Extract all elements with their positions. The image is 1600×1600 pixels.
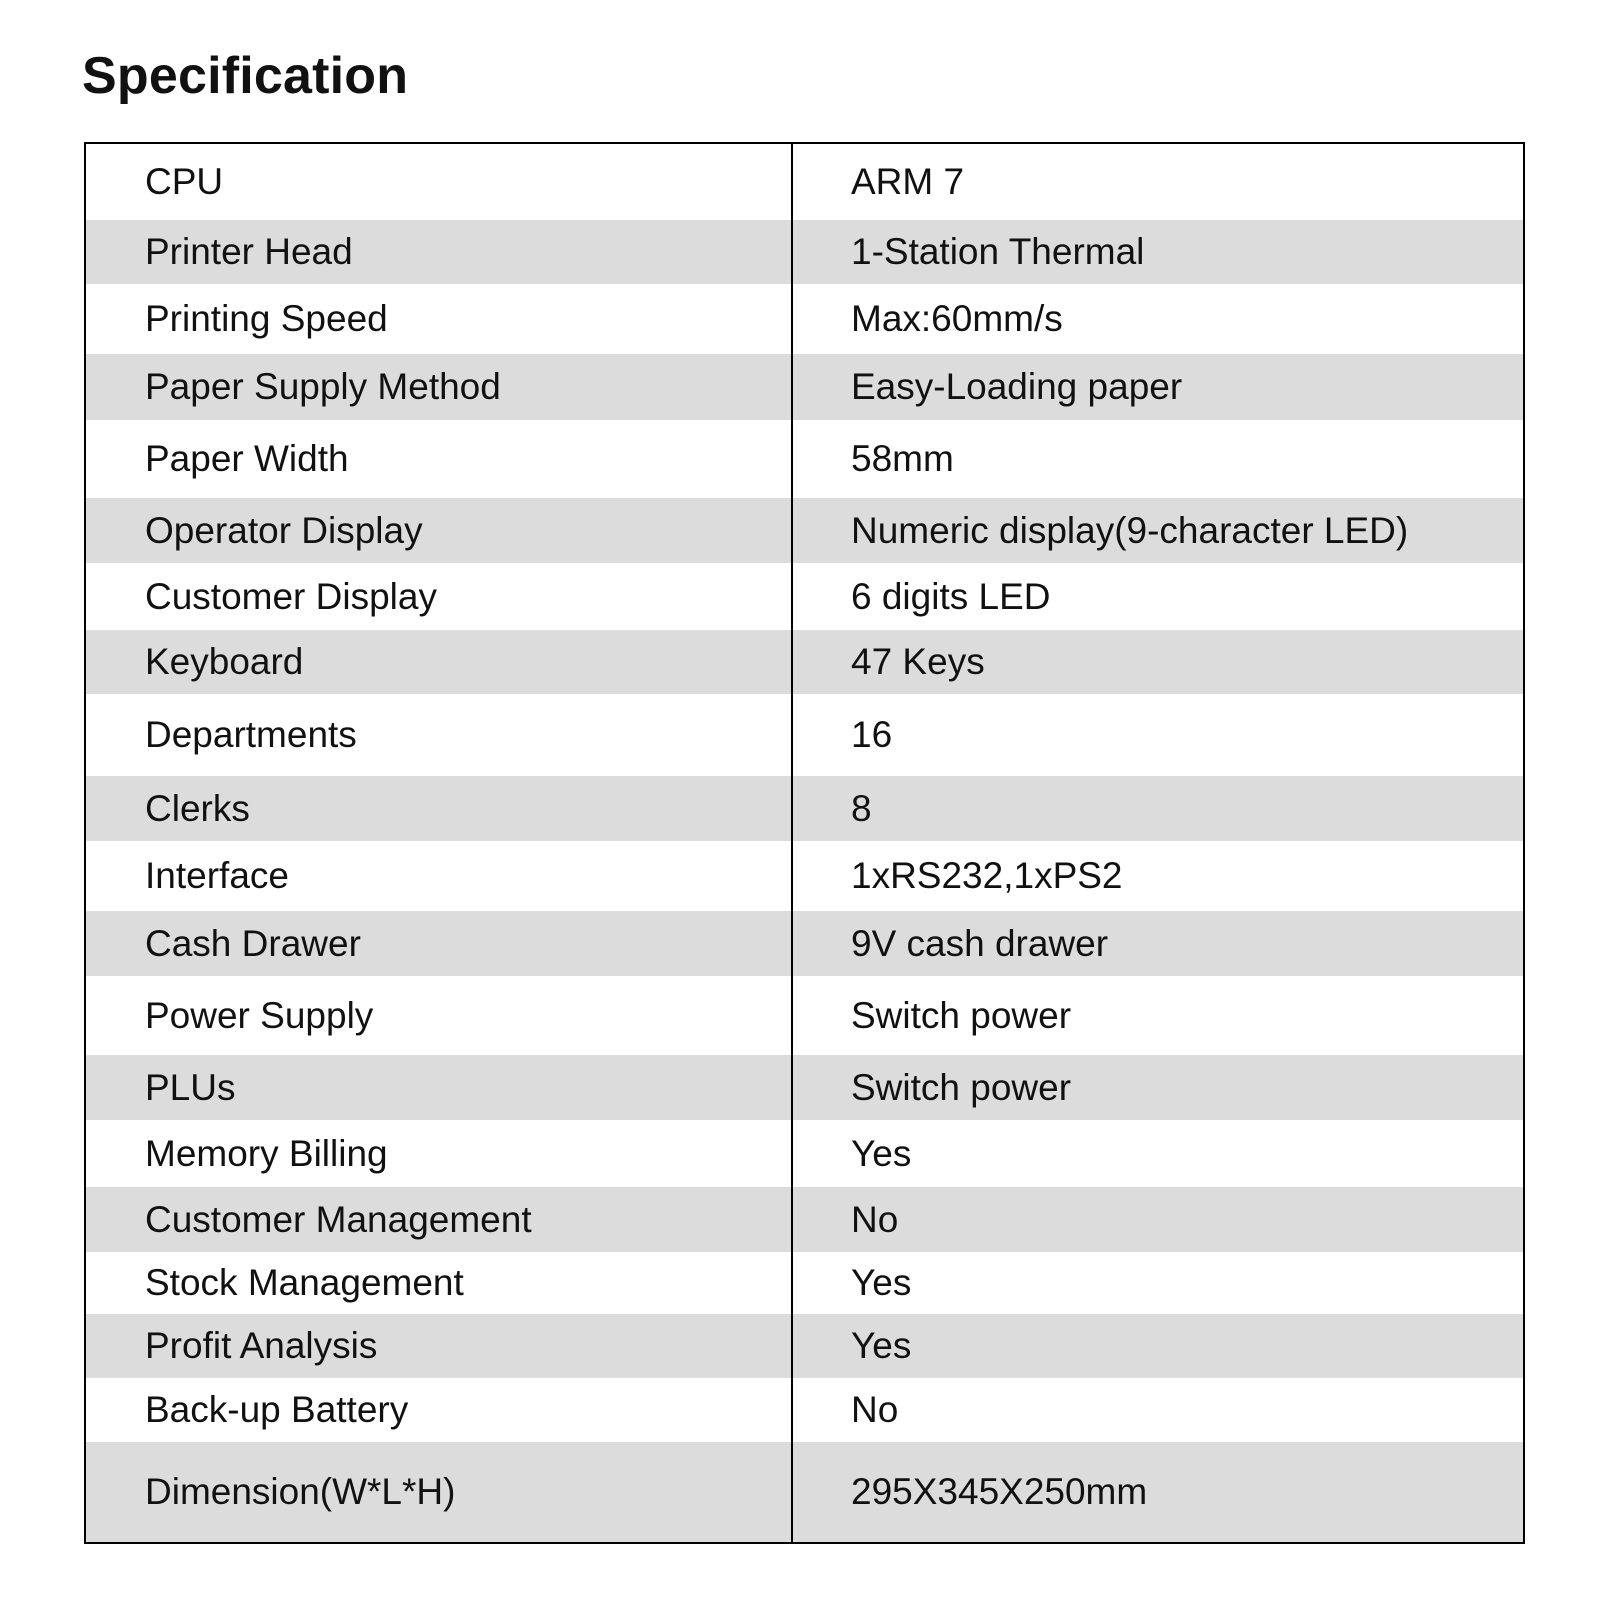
table-row (86, 1378, 1523, 1442)
spec-value: 58mm (851, 438, 954, 479)
spec-label: PLUs (145, 1066, 236, 1108)
table-row (86, 1187, 1523, 1252)
spec-value: 9V cash drawer (851, 922, 1109, 964)
spec-label: Paper Width (145, 438, 349, 479)
spec-value: 295X345X250mm (851, 1471, 1148, 1512)
spec-value: ARM 7 (851, 161, 965, 202)
spec-label: Customer Display (145, 575, 437, 617)
table-row (86, 354, 1523, 420)
table-row (86, 1442, 1523, 1542)
table-row (86, 284, 1523, 354)
spec-value: 8 (851, 787, 872, 829)
table-row (86, 976, 1523, 1055)
spec-value: Yes (851, 1132, 912, 1174)
table-row (86, 220, 1523, 284)
table-row (86, 1055, 1523, 1120)
spec-value: 1-Station Thermal (851, 231, 1145, 272)
spec-label: Stock Management (145, 1262, 464, 1303)
table-row (86, 1252, 1523, 1314)
column-divider (791, 144, 793, 1542)
spec-value: No (851, 1389, 899, 1430)
page-title: Specification (82, 47, 409, 105)
spec-value: No (851, 1198, 899, 1240)
spec-label: Paper Supply Method (145, 366, 501, 407)
spec-value: 16 (851, 714, 893, 755)
spec-label: Keyboard (145, 641, 304, 682)
spec-label: Dimension(W*L*H) (145, 1471, 456, 1512)
spec-value: Easy-Loading paper (851, 366, 1183, 407)
specification-table (84, 142, 1525, 1544)
table-row (86, 841, 1523, 911)
table-row (86, 776, 1523, 841)
spec-label: Memory Billing (145, 1132, 388, 1174)
spec-value: Yes (851, 1262, 912, 1303)
spec-label: CPU (145, 161, 224, 202)
spec-label: Back-up Battery (145, 1389, 409, 1430)
spec-value: 6 digits LED (851, 575, 1051, 617)
table-row (86, 630, 1523, 694)
spec-value: Numeric display(9-character LED) (851, 509, 1409, 551)
table-row (86, 144, 1523, 220)
spec-value: Switch power (851, 1066, 1072, 1108)
spec-value: Switch power (851, 994, 1072, 1036)
spec-label: Printing Speed (145, 298, 388, 339)
table-row (86, 1120, 1523, 1187)
table-row (86, 420, 1523, 498)
spec-label: Customer Management (145, 1198, 532, 1240)
spec-label: Printer Head (145, 231, 353, 272)
table-row (86, 1314, 1523, 1378)
spec-label: Departments (145, 714, 357, 755)
table-row (86, 911, 1523, 976)
spec-label: Clerks (145, 787, 250, 829)
spec-label: Power Supply (145, 994, 374, 1036)
table-row (86, 563, 1523, 630)
spec-label: Cash Drawer (145, 922, 361, 964)
spec-value: 1xRS232,1xPS2 (851, 855, 1123, 896)
spec-value: Max:60mm/s (851, 298, 1063, 339)
table-row (86, 498, 1523, 563)
spec-value: Yes (851, 1325, 912, 1366)
spec-value: 47 Keys (851, 641, 985, 682)
spec-label: Profit Analysis (145, 1325, 378, 1366)
spec-label: Operator Display (145, 509, 423, 551)
spec-label: Interface (145, 855, 289, 896)
table-row (86, 694, 1523, 776)
